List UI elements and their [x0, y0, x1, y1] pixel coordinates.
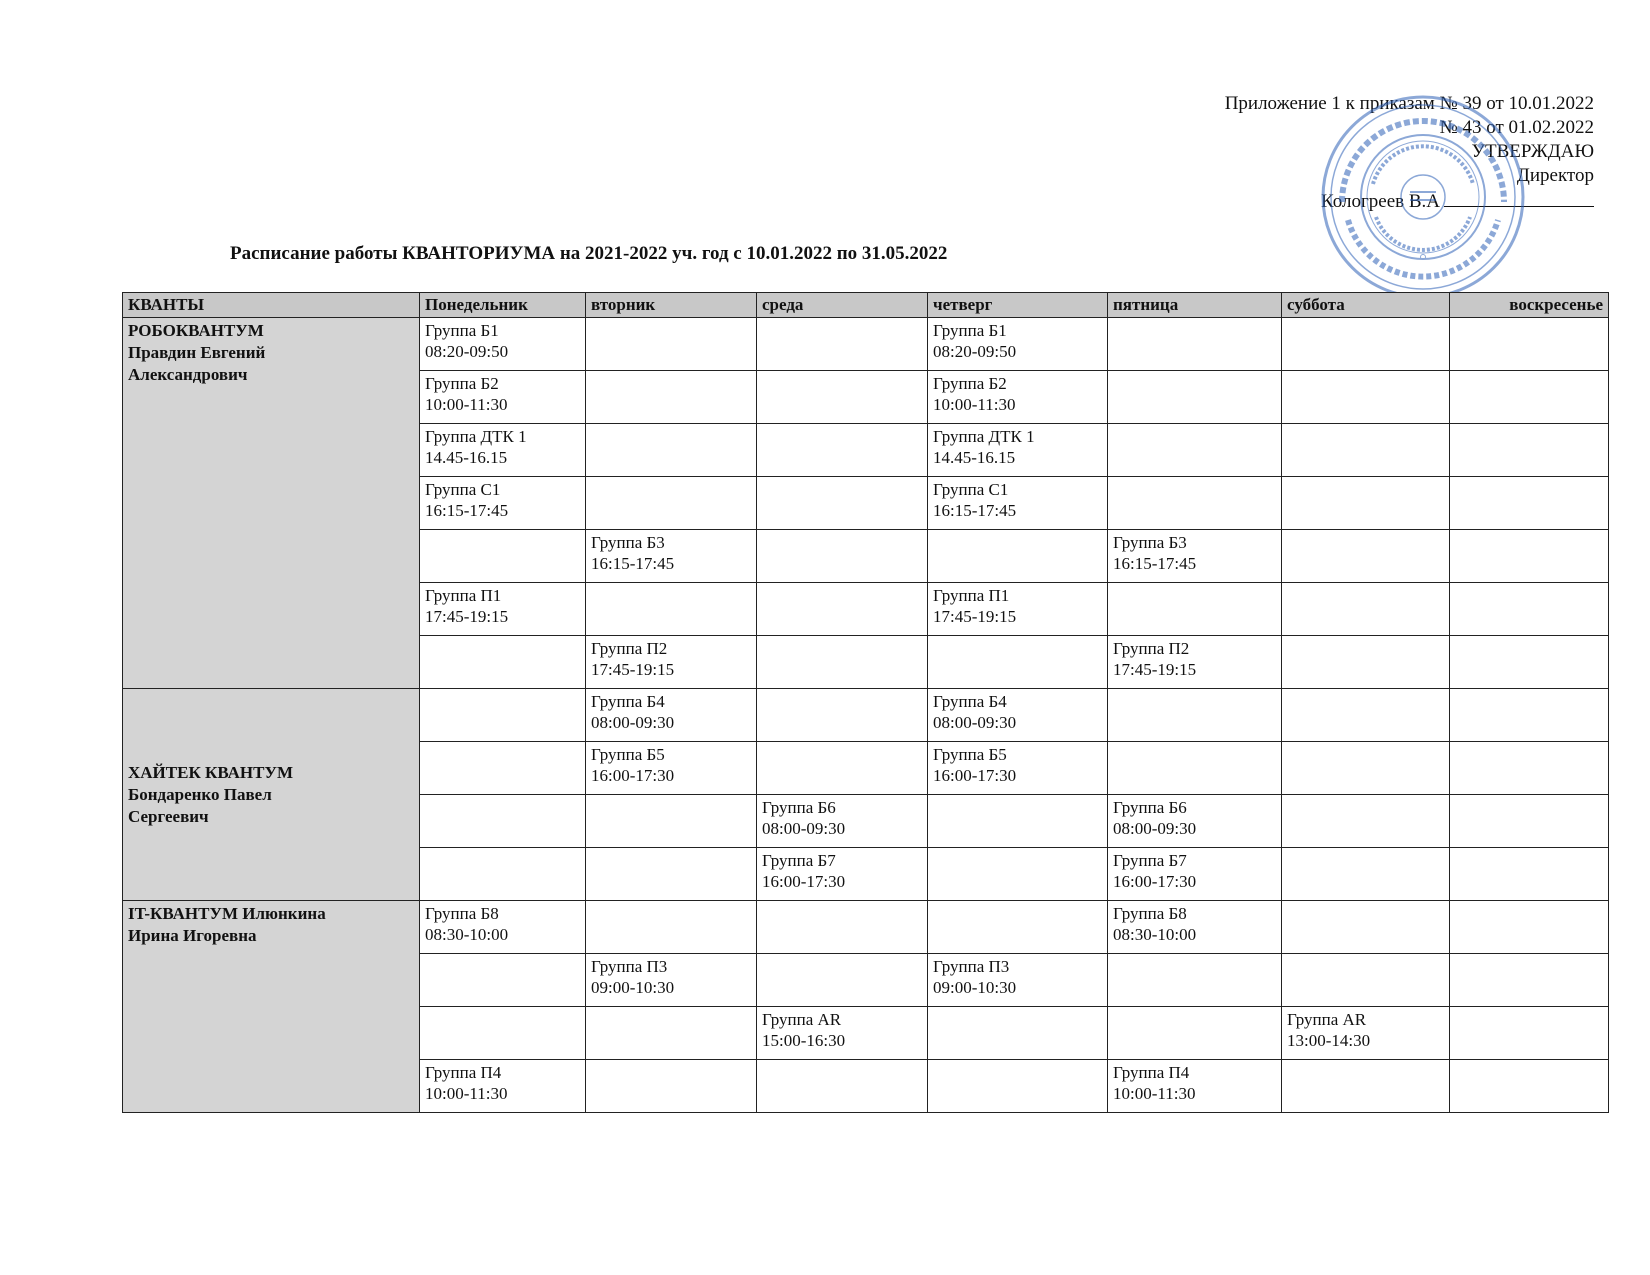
- schedule-cell-sunday: [1450, 689, 1609, 742]
- schedule-cell-monday: [420, 689, 586, 742]
- kvant-teacher-line: Ирина Игоревна: [128, 926, 257, 945]
- schedule-cell-wednesday: [757, 530, 928, 583]
- schedule-cell-sunday: [1450, 795, 1609, 848]
- schedule-cell-monday: [420, 901, 586, 954]
- schedule-cell-wednesday: [757, 795, 928, 848]
- kvant-name: ХАЙТЕК КВАНТУМ: [128, 762, 293, 782]
- group-time: 10:00-11:30: [933, 395, 1016, 414]
- schedule-cell-wednesday: [757, 954, 928, 1007]
- kvant-cell: [123, 318, 420, 689]
- schedule-cell-friday: [1108, 424, 1282, 477]
- schedule-cell-thursday: [928, 424, 1108, 477]
- schedule-cell-thursday: [928, 318, 1108, 371]
- group-time: 16:15-17:45: [1113, 554, 1197, 573]
- schedule-cell-saturday: [1282, 583, 1450, 636]
- group-name: Группа ДТК 1: [933, 427, 1035, 446]
- schedule-cell-monday: [420, 477, 586, 530]
- schedule-cell-monday: [420, 318, 586, 371]
- schedule-cell-friday: [1108, 795, 1282, 848]
- schedule-cell-thursday: [928, 1007, 1108, 1060]
- schedule-cell-sunday: [1450, 318, 1609, 371]
- schedule-cell-sunday: [1450, 636, 1609, 689]
- group-name: Группа Б3: [591, 533, 665, 552]
- schedule-cell-friday: [1108, 1007, 1282, 1060]
- kvant-cell: [123, 901, 420, 1113]
- table-row: [123, 901, 1609, 954]
- group-name: Группа AR: [1287, 1010, 1367, 1029]
- group-time: 17:45-19:15: [933, 607, 1017, 626]
- schedule-cell-monday: [420, 371, 586, 424]
- schedule-cell-thursday: [928, 901, 1108, 954]
- group-name: Группа П4: [1113, 1063, 1190, 1082]
- group-time: 14.45-16.15: [933, 448, 1016, 467]
- group-name: Группа AR: [762, 1010, 842, 1029]
- schedule-cell-saturday: [1282, 424, 1450, 477]
- kvant-name: РОБОКВАНТУМ: [128, 321, 264, 340]
- group-time: 08:20-09:50: [425, 342, 509, 361]
- group-time: 16:15-17:45: [425, 501, 509, 520]
- group-name: Группа Б1: [933, 321, 1007, 340]
- group-name: Группа П3: [933, 957, 1010, 976]
- group-name: Группа Б4: [591, 692, 665, 711]
- group-name: Группа П1: [933, 586, 1010, 605]
- group-time: 08:00-09:30: [1113, 819, 1197, 838]
- group-name: Группа Б6: [762, 798, 836, 817]
- group-name: Группа Б8: [1113, 904, 1187, 923]
- schedule-cell-wednesday: [757, 1060, 928, 1113]
- schedule-cell-thursday: [928, 1060, 1108, 1113]
- schedule-cell-saturday: [1282, 477, 1450, 530]
- group-name: Группа Б2: [425, 374, 499, 393]
- group-name: Группа Б2: [933, 374, 1007, 393]
- group-name: Группа П4: [425, 1063, 502, 1082]
- schedule-cell-sunday: [1450, 901, 1609, 954]
- schedule-cell-thursday: [928, 795, 1108, 848]
- group-time: 08:00-09:30: [933, 713, 1017, 732]
- schedule-cell-friday: [1108, 901, 1282, 954]
- group-time: 10:00-11:30: [1113, 1084, 1196, 1103]
- kvant-teacher-line: Александрович: [128, 365, 248, 384]
- schedule-cell-friday: [1108, 689, 1282, 742]
- schedule-cell-wednesday: [757, 477, 928, 530]
- kvant-cell: [123, 689, 420, 901]
- schedule-cell-friday: [1108, 318, 1282, 371]
- schedule-cell-friday: [1108, 1060, 1282, 1113]
- schedule-cell-monday: [420, 795, 586, 848]
- table-row: [123, 318, 1609, 371]
- official-stamp-icon: [1318, 92, 1528, 302]
- schedule-cell-thursday: [928, 477, 1108, 530]
- group-time: 14.45-16.15: [425, 448, 508, 467]
- schedule-cell-monday: [420, 424, 586, 477]
- group-time: 16:15-17:45: [933, 501, 1017, 520]
- schedule-cell-tuesday: [586, 795, 757, 848]
- group-time: 16:00-17:30: [1113, 872, 1197, 891]
- schedule-cell-thursday: [928, 530, 1108, 583]
- schedule-cell-wednesday: [757, 742, 928, 795]
- schedule-cell-monday: [420, 636, 586, 689]
- schedule-cell-saturday: [1282, 371, 1450, 424]
- header-kvanty: КВАНТЫ: [123, 293, 420, 318]
- group-name: Группа Б8: [425, 904, 499, 923]
- group-time: 08:30-10:00: [425, 925, 509, 944]
- group-time: 08:00-09:30: [591, 713, 675, 732]
- schedule-cell-saturday: [1282, 1060, 1450, 1113]
- group-time: 10:00-11:30: [425, 395, 508, 414]
- schedule-cell-sunday: [1450, 1060, 1609, 1113]
- kvant-teacher-line: Правдин Евгений: [128, 343, 266, 362]
- group-time: 15:00-16:30: [762, 1031, 846, 1050]
- group-time: 08:00-09:30: [762, 819, 846, 838]
- approval-director-name: Кологреев В.А: [1321, 191, 1440, 212]
- group-name: Группа Б5: [591, 745, 665, 764]
- schedule-cell-saturday: [1282, 742, 1450, 795]
- schedule-cell-saturday: [1282, 954, 1450, 1007]
- schedule-cell-friday: [1108, 477, 1282, 530]
- schedule-cell-tuesday: [586, 742, 757, 795]
- schedule-cell-sunday: [1450, 530, 1609, 583]
- group-time: 16:15-17:45: [591, 554, 675, 573]
- schedule-cell-monday: [420, 954, 586, 1007]
- header-saturday: суббота: [1282, 293, 1450, 318]
- schedule-cell-wednesday: [757, 424, 928, 477]
- schedule-cell-tuesday: [586, 954, 757, 1007]
- schedule-cell-thursday: [928, 689, 1108, 742]
- schedule-cell-monday: [420, 742, 586, 795]
- schedule-cell-saturday: [1282, 318, 1450, 371]
- schedule-cell-sunday: [1450, 424, 1609, 477]
- schedule-cell-friday: [1108, 636, 1282, 689]
- group-name: Группа Б4: [933, 692, 1007, 711]
- schedule-cell-monday: [420, 1060, 586, 1113]
- schedule-cell-tuesday: [586, 424, 757, 477]
- kvant-name: IT-КВАНТУМ Илюнкина: [128, 904, 326, 923]
- group-time: 17:45-19:15: [1113, 660, 1197, 679]
- schedule-cell-saturday: [1282, 901, 1450, 954]
- schedule-cell-friday: [1108, 954, 1282, 1007]
- schedule-cell-friday: [1108, 371, 1282, 424]
- schedule-cell-wednesday: [757, 1007, 928, 1060]
- header-wednesday: среда: [757, 293, 928, 318]
- schedule-cell-tuesday: [586, 477, 757, 530]
- schedule-cell-thursday: [928, 371, 1108, 424]
- schedule-cell-monday: [420, 848, 586, 901]
- header-monday: Понедельник: [420, 293, 586, 318]
- schedule-cell-tuesday: [586, 901, 757, 954]
- group-time: 08:30-10:00: [1113, 925, 1197, 944]
- schedule-cell-thursday: [928, 742, 1108, 795]
- schedule-cell-sunday: [1450, 742, 1609, 795]
- approval-position: Директор: [1516, 165, 1594, 186]
- schedule-body: [123, 318, 1609, 1113]
- schedule-cell-wednesday: [757, 689, 928, 742]
- schedule-cell-friday: [1108, 530, 1282, 583]
- header-friday: пятница: [1108, 293, 1282, 318]
- group-time: 10:00-11:30: [425, 1084, 508, 1103]
- schedule-cell-saturday: [1282, 530, 1450, 583]
- group-name: Группа П2: [1113, 639, 1190, 658]
- schedule-cell-sunday: [1450, 1007, 1609, 1060]
- schedule-cell-saturday: [1282, 848, 1450, 901]
- schedule-cell-tuesday: [586, 848, 757, 901]
- group-name: Группа ДТК 1: [425, 427, 527, 446]
- schedule-cell-tuesday: [586, 689, 757, 742]
- schedule-cell-saturday: [1282, 795, 1450, 848]
- group-name: Группа С1: [933, 480, 1009, 499]
- group-name: Группа С1: [425, 480, 501, 499]
- group-name: Группа П3: [591, 957, 668, 976]
- schedule-cell-monday: [420, 530, 586, 583]
- schedule-cell-wednesday: [757, 371, 928, 424]
- schedule-cell-monday: [420, 1007, 586, 1060]
- group-name: Группа П2: [591, 639, 668, 658]
- table-row: [123, 689, 1609, 742]
- schedule-cell-friday: [1108, 742, 1282, 795]
- schedule-table: [122, 292, 1609, 1113]
- schedule-cell-friday: [1108, 848, 1282, 901]
- schedule-cell-friday: [1108, 583, 1282, 636]
- schedule-cell-saturday: [1282, 1007, 1450, 1060]
- group-time: 16:00-17:30: [762, 872, 846, 891]
- group-name: Группа Б7: [762, 851, 836, 870]
- schedule-cell-wednesday: [757, 901, 928, 954]
- schedule-cell-saturday: [1282, 689, 1450, 742]
- schedule-cell-tuesday: [586, 1007, 757, 1060]
- group-name: Группа Б1: [425, 321, 499, 340]
- group-time: 17:45-19:15: [591, 660, 675, 679]
- approval-order-line: № 43 от 01.02.2022: [1439, 117, 1594, 138]
- header-tuesday: вторник: [586, 293, 757, 318]
- group-name: Группа Б5: [933, 745, 1007, 764]
- schedule-cell-sunday: [1450, 583, 1609, 636]
- group-name: Группа Б6: [1113, 798, 1187, 817]
- group-name: Группа Б7: [1113, 851, 1187, 870]
- schedule-cell-tuesday: [586, 1060, 757, 1113]
- group-time: 08:20-09:50: [933, 342, 1017, 361]
- kvant-teacher-line: Бондаренко Павел: [128, 784, 272, 804]
- schedule-cell-thursday: [928, 954, 1108, 1007]
- schedule-cell-tuesday: [586, 318, 757, 371]
- schedule-cell-wednesday: [757, 636, 928, 689]
- schedule-cell-tuesday: [586, 530, 757, 583]
- schedule-cell-saturday: [1282, 636, 1450, 689]
- schedule-cell-tuesday: [586, 583, 757, 636]
- table-header-row: [123, 293, 1609, 318]
- schedule-cell-monday: [420, 583, 586, 636]
- schedule-cell-sunday: [1450, 371, 1609, 424]
- schedule-cell-wednesday: [757, 318, 928, 371]
- schedule-cell-sunday: [1450, 954, 1609, 1007]
- header-sunday: воскресенье: [1450, 293, 1609, 318]
- approval-approve-word: УТВЕРЖДАЮ: [1471, 141, 1594, 162]
- approval-appendix-line: Приложение 1 к приказам № 39 от 10.01.2022: [1224, 93, 1594, 114]
- group-time: 13:00-14:30: [1287, 1031, 1371, 1050]
- group-time: 16:00-17:30: [591, 766, 675, 785]
- schedule-cell-tuesday: [586, 371, 757, 424]
- group-time: 09:00-10:30: [933, 978, 1017, 997]
- page-title: Расписание работы КВАНТОРИУМА на 2021-2022 уч. год с 10.01.2022 по 31.05.2022: [230, 243, 948, 264]
- group-time: 16:00-17:30: [933, 766, 1017, 785]
- schedule-cell-wednesday: [757, 848, 928, 901]
- kvant-teacher-line: Сергеевич: [128, 806, 209, 826]
- group-name: Группа П1: [425, 586, 502, 605]
- group-name: Группа Б3: [1113, 533, 1187, 552]
- schedule-cell-thursday: [928, 848, 1108, 901]
- group-time: 17:45-19:15: [425, 607, 509, 626]
- group-time: 09:00-10:30: [591, 978, 675, 997]
- schedule-cell-thursday: [928, 636, 1108, 689]
- schedule-cell-tuesday: [586, 636, 757, 689]
- schedule-cell-thursday: [928, 583, 1108, 636]
- header-thursday: четверг: [928, 293, 1108, 318]
- schedule-cell-sunday: [1450, 477, 1609, 530]
- schedule-cell-wednesday: [757, 583, 928, 636]
- schedule-cell-sunday: [1450, 848, 1609, 901]
